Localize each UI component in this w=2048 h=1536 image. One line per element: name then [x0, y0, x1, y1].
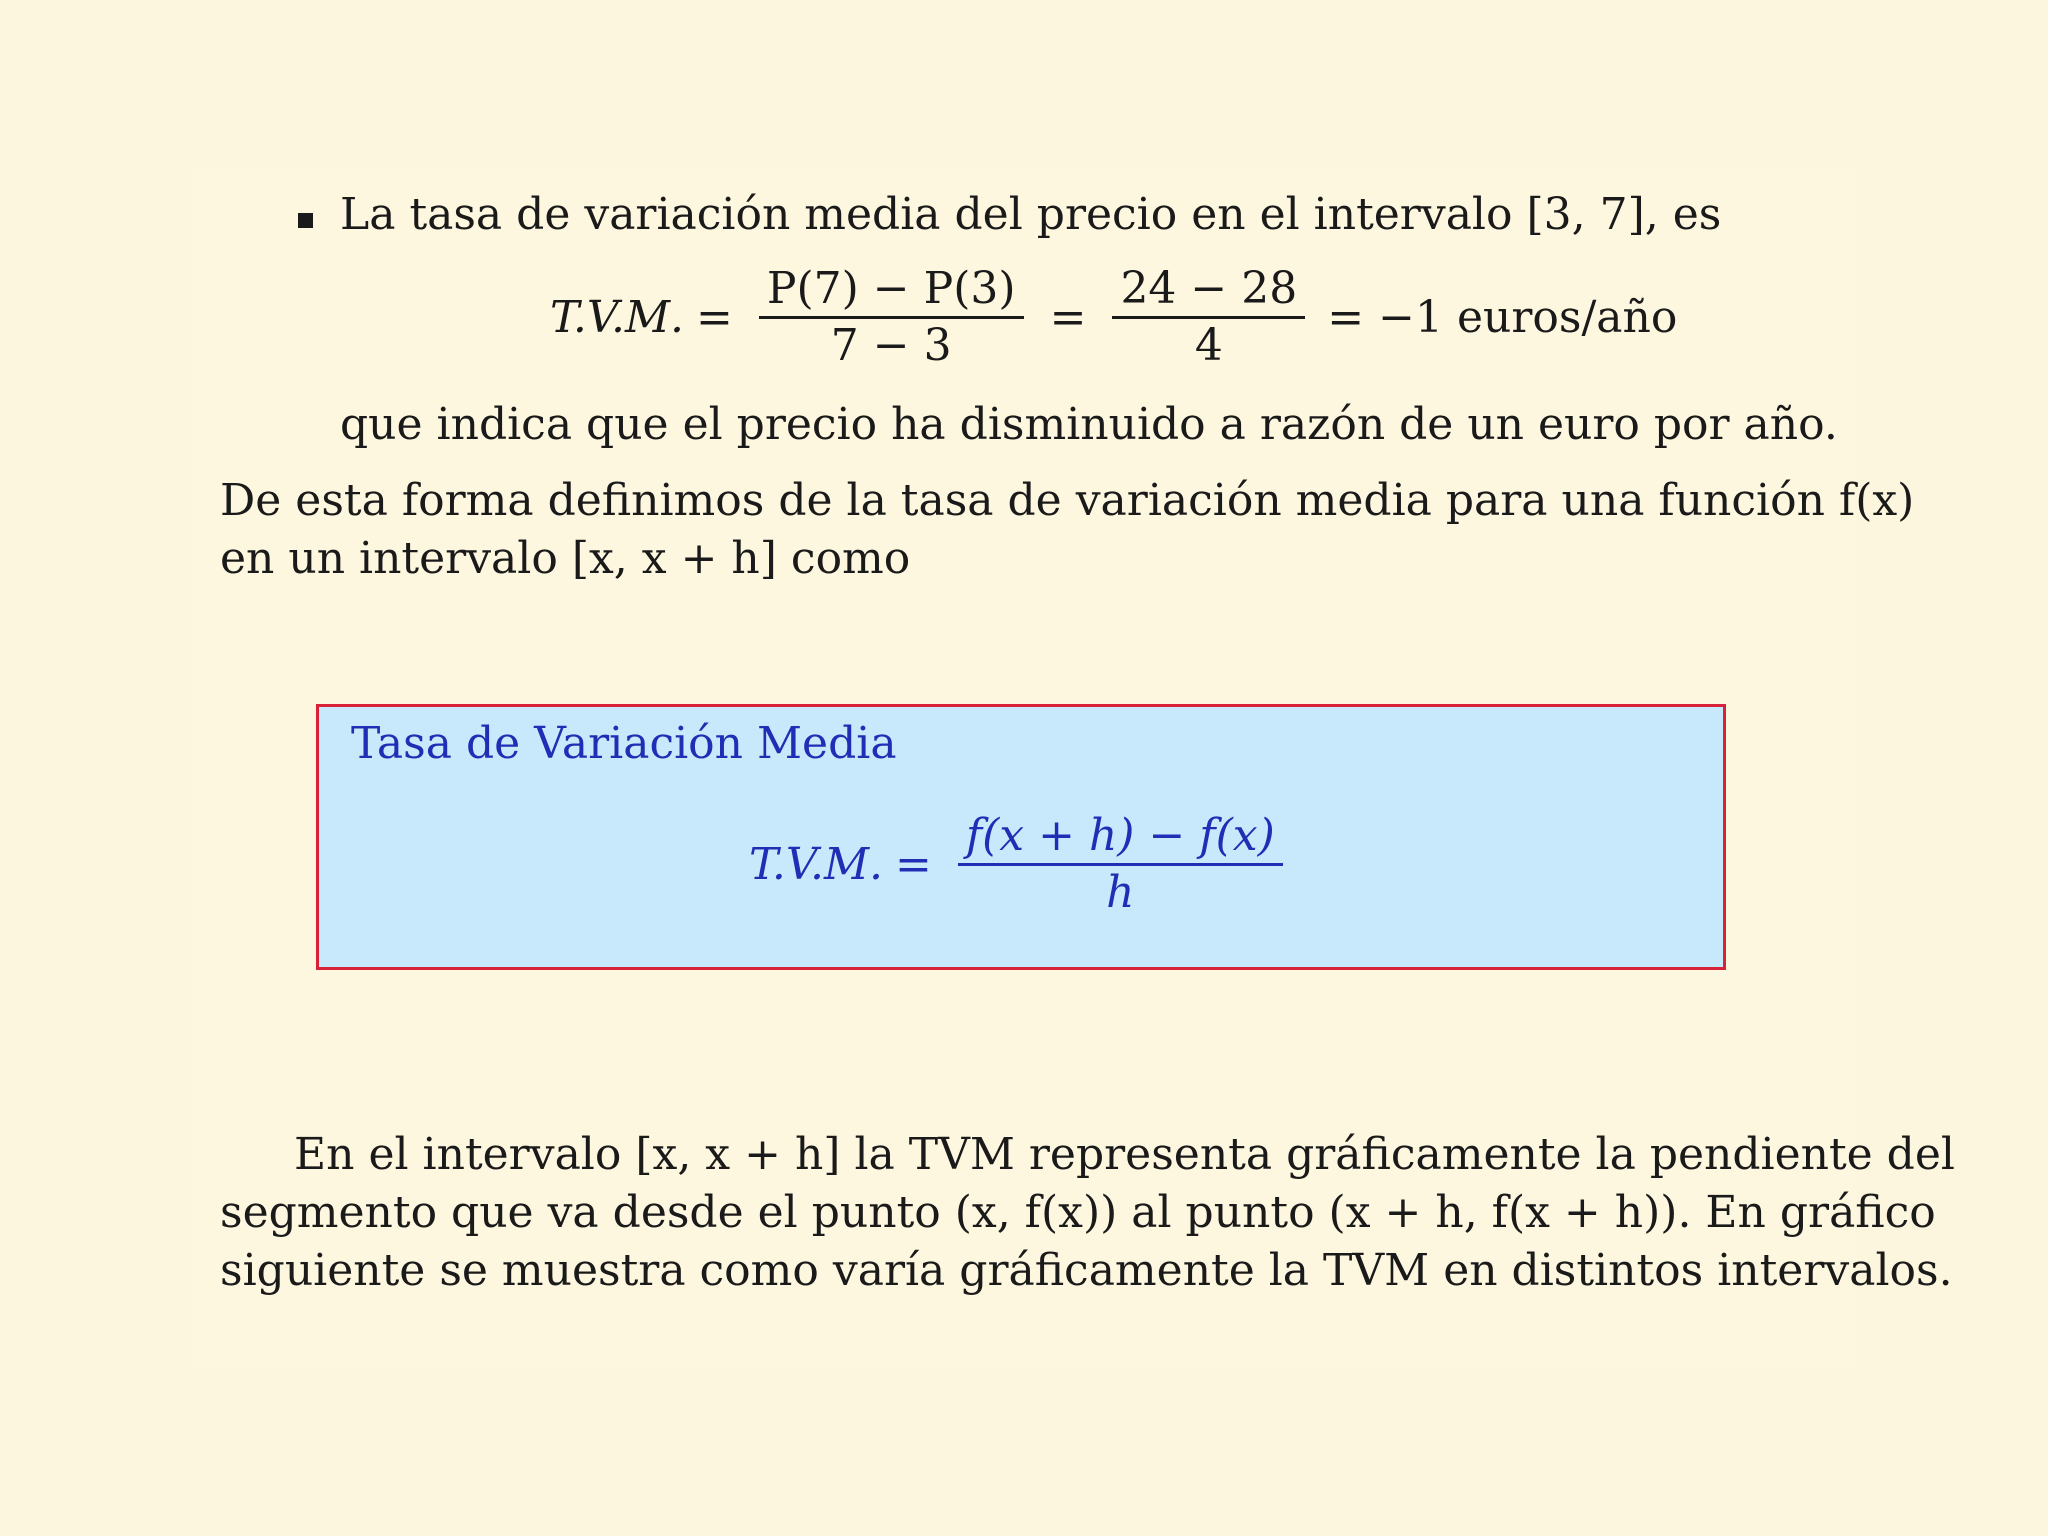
definition-box: [316, 704, 1726, 970]
bullet-conclusion-text: que indica que el precio ha disminuido a razón de un euro por año.: [340, 399, 1838, 450]
bullet-icon: [298, 213, 313, 228]
definition-intro-line-1: De esta forma definimos de la tasa de variación media para una función f(x): [220, 475, 1915, 526]
equation-lhs: T.V.M.: [749, 839, 883, 890]
numeric-fraction: [1112, 262, 1305, 373]
definition-box-title: Tasa de Variación Media: [351, 718, 897, 769]
equation-lhs: T.V.M.: [550, 292, 684, 343]
closing-paragraph-line-1: En el intervalo [x, x + h] la TVM representa gráficamente la pendiente del: [294, 1129, 1955, 1180]
definition-intro-line-2: en un intervalo [x, x + h] como: [220, 533, 911, 584]
closing-paragraph-line-3: siguiente se muestra como varía gráficamente la TVM en distintos intervalos.: [220, 1245, 1953, 1296]
fraction-denominator: 4: [1194, 320, 1223, 371]
equals-sign: =: [1049, 292, 1087, 343]
tvm-definition-equation: [749, 809, 1297, 920]
closing-paragraph-line-2: segmento que va desde el punto (x, f(x)) al punto (x + h, f(x + h)). En gráfico: [220, 1187, 1936, 1238]
fraction-numerator: 24 − 28: [1120, 263, 1298, 314]
equation-result: = −1 euros/año: [1327, 292, 1678, 343]
bullet-intro-text: La tasa de variación media del precio en el intervalo [3, 7], es: [340, 189, 1722, 240]
equals-sign: =: [894, 839, 932, 890]
tvm-fraction: [958, 809, 1283, 920]
price-difference-fraction: [759, 262, 1024, 373]
fraction-numerator: P(7) − P(3): [766, 263, 1016, 314]
fraction-numerator: f(x + h) − f(x): [965, 810, 1275, 861]
fraction-denominator: 7 − 3: [830, 320, 952, 371]
equals-sign: =: [695, 292, 733, 343]
tvm-price-equation: [550, 262, 1677, 373]
fraction-denominator: h: [1106, 867, 1135, 918]
